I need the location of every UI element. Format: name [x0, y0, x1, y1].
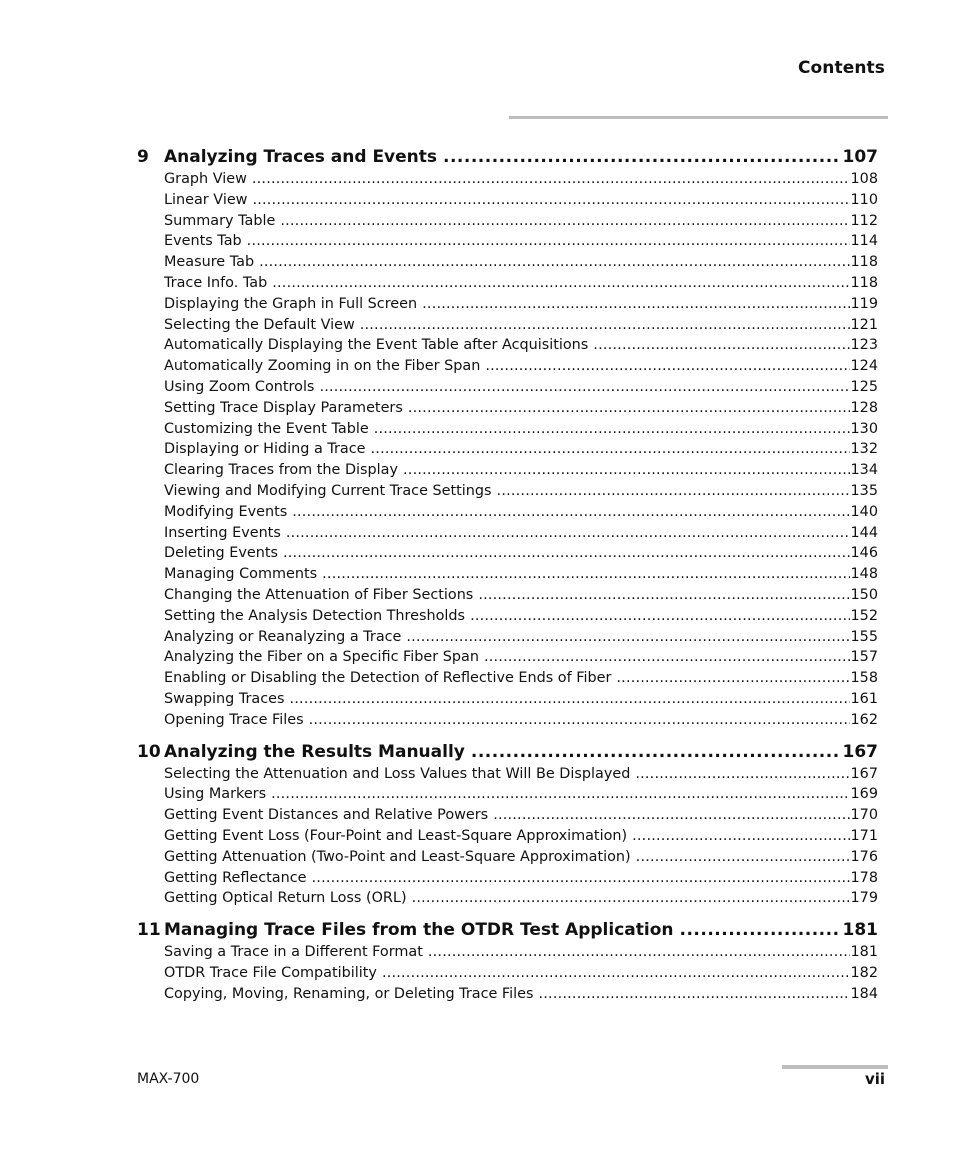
entry-title: Saving a Trace in a Different Format — [164, 944, 423, 961]
dot-leader — [360, 317, 850, 333]
toc-entry[interactable] — [164, 807, 878, 828]
toc-entry[interactable] — [164, 462, 878, 483]
chapter-title: Analyzing Traces and Events — [164, 147, 438, 167]
entry-title: Analyzing or Reanalyzing a Trace — [164, 628, 402, 645]
toc-entry[interactable] — [164, 400, 878, 421]
entry-page-number: 181 — [850, 944, 878, 961]
dot-leader — [283, 545, 850, 561]
header-rule — [509, 116, 888, 119]
entry-title: Getting Attenuation (Two-Point and Least-Square Approximation) — [164, 848, 631, 865]
entry-title: Using Zoom Controls — [164, 378, 315, 395]
dot-leader — [478, 587, 849, 603]
toc-entry[interactable] — [164, 649, 878, 670]
dot-leader — [497, 483, 850, 499]
entry-title: Using Markers — [164, 786, 267, 803]
footer-page-number: vii — [864, 1070, 885, 1088]
entry-title: Customizing the Event Table — [164, 420, 369, 437]
dot-leader — [322, 566, 849, 582]
toc-entry[interactable] — [164, 525, 878, 546]
toc-entry[interactable] — [164, 504, 878, 525]
entry-page-number: 108 — [850, 171, 878, 187]
chapter-page-number: 107 — [842, 147, 878, 167]
entry-page-number: 132 — [850, 441, 878, 458]
chapter-number: 9 — [137, 147, 149, 167]
entry-page-number: 176 — [850, 848, 878, 865]
entry-title: Swapping Traces — [164, 690, 285, 707]
entry-page-number: 121 — [850, 316, 878, 333]
entry-title: OTDR Trace File Compatibility — [164, 964, 377, 981]
entry-title: Inserting Events — [164, 524, 281, 541]
toc-entry[interactable] — [164, 379, 878, 400]
toc-entry[interactable] — [164, 766, 878, 787]
toc-entry[interactable] — [164, 828, 878, 849]
entry-title: Events Tab — [164, 233, 242, 250]
toc-entry[interactable] — [164, 849, 878, 870]
toc-entry[interactable] — [164, 608, 878, 629]
toc-entry[interactable] — [164, 965, 878, 986]
entry-title: Selecting the Default View — [164, 316, 355, 333]
toc-entry-list — [137, 766, 878, 912]
dot-leader — [539, 986, 850, 1002]
toc-chapter — [137, 147, 878, 733]
entry-title: Automatically Zooming in on the Fiber Span — [164, 358, 481, 375]
entry-title: Analyzing the Fiber on a Specific Fiber Span — [164, 649, 479, 666]
entry-page-number: 162 — [850, 711, 878, 728]
toc-entry-list — [137, 944, 878, 1006]
dot-leader — [259, 254, 849, 270]
toc-entry[interactable] — [164, 786, 878, 807]
dot-leader — [593, 337, 849, 353]
dot-leader — [247, 233, 850, 249]
entry-title: Trace Info. Tab — [164, 274, 268, 291]
entry-page-number: 184 — [850, 985, 878, 1002]
entry-page-number: 179 — [850, 890, 878, 907]
toc-entry[interactable] — [164, 890, 878, 911]
dot-leader — [406, 629, 849, 645]
entry-page-number: 155 — [850, 628, 878, 645]
footer-rule — [782, 1065, 888, 1069]
toc-entry[interactable] — [164, 254, 878, 275]
toc-entry[interactable] — [164, 870, 878, 891]
entry-page-number: 134 — [850, 462, 878, 479]
dot-leader — [635, 766, 849, 782]
entry-title: Enabling or Disabling the Detection of Reflective Ends of Fiber — [164, 670, 612, 687]
toc-chapter — [137, 742, 878, 912]
entry-page-number: 150 — [850, 586, 878, 603]
table-of-contents — [137, 147, 878, 1015]
entry-title: Managing Comments — [164, 566, 318, 583]
dot-leader — [309, 712, 850, 728]
entry-title: Opening Trace Files — [164, 711, 304, 728]
dot-leader — [319, 379, 849, 395]
entry-page-number: 130 — [850, 420, 878, 437]
entry-title: Copying, Moving, Renaming, or Deleting Trace Files — [164, 985, 534, 1002]
toc-entry[interactable] — [164, 483, 878, 504]
dot-leader — [382, 965, 850, 981]
dot-leader — [428, 944, 850, 960]
entry-page-number: 157 — [850, 649, 878, 666]
entry-page-number: 118 — [850, 254, 878, 271]
chapter-number: 10 — [137, 741, 161, 762]
dot-leader — [493, 807, 849, 823]
toc-entry[interactable] — [164, 421, 878, 442]
entry-page-number: 140 — [850, 503, 878, 520]
entry-page-number: 124 — [850, 358, 878, 375]
toc-entry[interactable] — [164, 296, 878, 317]
dot-leader — [312, 870, 850, 886]
entry-title: Automatically Displaying the Event Table after Acquisitions — [164, 337, 589, 354]
entry-page-number: 161 — [850, 690, 878, 707]
toc-entry-list — [137, 171, 878, 733]
entry-page-number: 144 — [850, 524, 878, 541]
entry-page-number: 110 — [850, 191, 878, 208]
dot-leader — [632, 828, 849, 844]
dot-leader — [292, 504, 849, 520]
dot-leader — [290, 691, 850, 707]
toc-entry[interactable] — [164, 233, 878, 254]
footer-product-name: MAX-700 — [137, 1071, 200, 1087]
entry-title: Displaying the Graph in Full Screen — [164, 295, 418, 312]
dot-leader — [636, 849, 850, 865]
entry-page-number: 158 — [850, 670, 878, 687]
entry-title: Clearing Traces from the Display — [164, 462, 399, 479]
toc-entry[interactable] — [164, 670, 878, 691]
toc-entry[interactable] — [164, 986, 878, 1007]
toc-entry[interactable] — [164, 545, 878, 566]
toc-entry[interactable] — [164, 566, 878, 587]
chapter-page-number: 181 — [842, 920, 878, 941]
entry-title: Deleting Events — [164, 545, 278, 562]
dot-leader — [403, 462, 850, 478]
dot-leader — [408, 400, 850, 416]
entry-page-number: 171 — [850, 827, 878, 844]
toc-entry[interactable] — [164, 629, 878, 650]
entry-page-number: 152 — [850, 607, 878, 624]
entry-title: Getting Event Distances and Relative Powers — [164, 807, 489, 824]
toc-entry[interactable] — [164, 358, 878, 379]
dot-leader — [374, 421, 850, 437]
entry-title: Measure Tab — [164, 254, 255, 271]
entry-title: Setting the Analysis Detection Thresholds — [164, 607, 466, 624]
entry-page-number: 169 — [850, 786, 878, 803]
toc-entry[interactable] — [164, 944, 878, 965]
dot-leader — [680, 920, 840, 940]
entry-page-number: 112 — [850, 212, 878, 229]
entry-title: Getting Optical Return Loss (ORL) — [164, 890, 407, 907]
entry-page-number: 128 — [850, 399, 878, 416]
dot-leader — [422, 296, 849, 312]
entry-title: Linear View — [164, 191, 248, 208]
entry-title: Setting Trace Display Parameters — [164, 399, 403, 416]
toc-entry[interactable] — [164, 691, 878, 712]
toc-chapter-heading[interactable] — [137, 920, 878, 944]
entry-page-number: 119 — [850, 295, 878, 312]
chapter-page-number: 167 — [842, 741, 878, 762]
entry-page-number: 178 — [850, 869, 878, 886]
toc-chapter-heading[interactable] — [137, 742, 878, 766]
dot-leader — [252, 171, 850, 187]
dot-leader — [443, 147, 839, 167]
toc-entry[interactable] — [164, 317, 878, 338]
toc-entry[interactable] — [164, 213, 878, 234]
entry-page-number: 114 — [850, 233, 878, 250]
entry-page-number: 123 — [850, 337, 878, 354]
dot-leader — [272, 275, 849, 291]
dot-leader — [252, 192, 849, 208]
entry-title: Graph View — [164, 171, 247, 187]
entry-title: Getting Reflectance — [164, 869, 307, 886]
toc-entry[interactable] — [164, 192, 878, 213]
toc-entry[interactable] — [164, 337, 878, 358]
chapter-title: Managing Trace Files from the OTDR Test Application — [164, 920, 674, 941]
dot-leader — [484, 649, 850, 665]
entry-page-number: 135 — [850, 482, 878, 499]
entry-title: Getting Event Loss (Four-Point and Least-Square Approximation) — [164, 827, 628, 844]
entry-page-number: 182 — [850, 964, 878, 981]
toc-entry[interactable] — [164, 712, 878, 733]
toc-chapter — [137, 920, 878, 1006]
dot-leader — [412, 890, 850, 906]
entry-page-number: 170 — [850, 807, 878, 824]
toc-chapter-heading[interactable] — [137, 147, 878, 171]
entry-title: Changing the Attenuation of Fiber Sections — [164, 586, 474, 603]
dot-leader — [470, 608, 849, 624]
toc-entry[interactable] — [164, 587, 878, 608]
dot-leader — [271, 786, 849, 802]
entry-page-number: 118 — [850, 274, 878, 291]
entry-title: Viewing and Modifying Current Trace Settings — [164, 482, 492, 499]
dot-leader — [485, 358, 849, 374]
toc-entry[interactable] — [164, 275, 878, 296]
chapter-number: 11 — [137, 920, 161, 941]
dot-leader — [280, 213, 849, 229]
entry-title: Selecting the Attenuation and Loss Values that Will Be Displayed — [164, 765, 631, 782]
dot-leader — [286, 525, 850, 541]
dot-leader — [471, 742, 840, 762]
chapter-title: Analyzing the Results Manually — [164, 741, 465, 762]
toc-entry[interactable] — [164, 171, 878, 192]
entry-title: Displaying or Hiding a Trace — [164, 441, 366, 458]
header-title: Contents — [797, 58, 885, 78]
entry-page-number: 125 — [850, 378, 878, 395]
toc-entry[interactable] — [164, 441, 878, 462]
dot-leader — [616, 670, 849, 686]
entry-title: Modifying Events — [164, 503, 288, 520]
entry-page-number: 148 — [850, 566, 878, 583]
entry-page-number: 146 — [850, 545, 878, 562]
entry-page-number: 167 — [850, 765, 878, 782]
entry-title: Summary Table — [164, 212, 276, 229]
dot-leader — [371, 441, 850, 457]
